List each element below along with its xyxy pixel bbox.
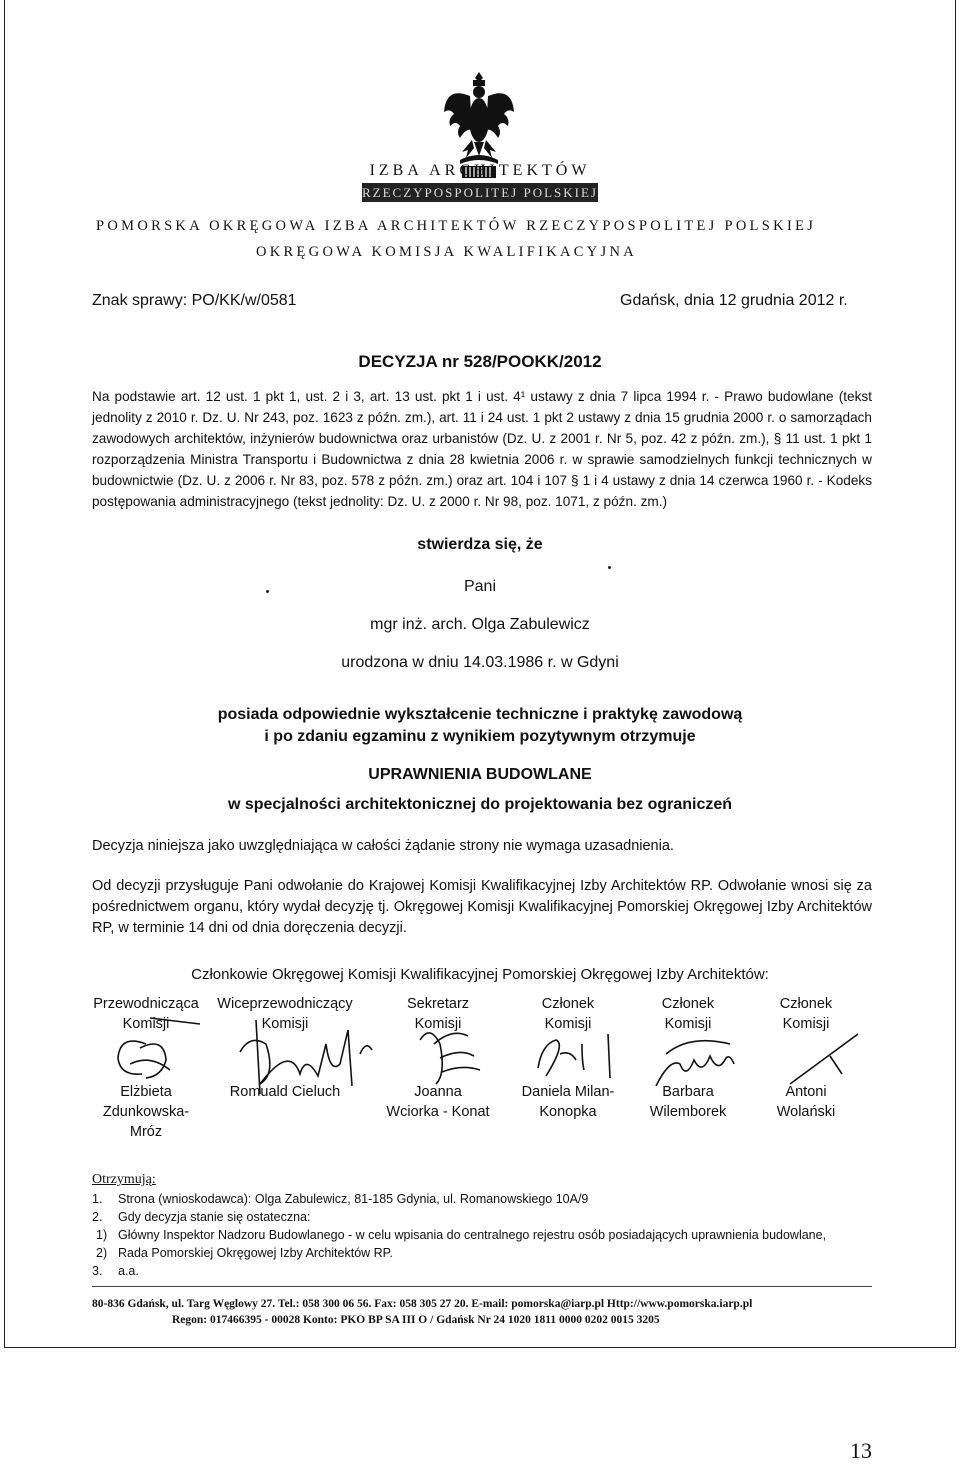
stwierdza-line: stwierdza się, że — [417, 536, 543, 553]
scan-speck — [608, 566, 611, 569]
qualification-line-1: posiada odpowiednie wykształcenie techniczne i praktykę zawodową — [217, 706, 743, 723]
footer-bank: Regon: 017466395 - 00028 Konto: PKO BP SA III O / Gdańsk Nr 24 1020 1811 0000 0202 0015 3205 — [172, 1314, 660, 1326]
member-name: Joanna — [414, 1084, 462, 1100]
member-name: Zdunkowska- — [102, 1104, 190, 1120]
member-name: Wolański — [776, 1104, 836, 1120]
member-name: Daniela Milan- — [521, 1084, 615, 1100]
member-role: Sekretarz — [406, 996, 470, 1012]
member-name: Antoni — [785, 1084, 827, 1100]
member-role: Komisji — [414, 1016, 462, 1032]
member-role: Komisji — [544, 1016, 592, 1032]
specialty-line: w specjalności architektonicznej do projektowania bez ograniczeń — [227, 796, 733, 813]
person-name: mgr inż. arch. Olga Zabulewicz — [370, 616, 590, 633]
case-number: Znak sprawy: PO/KK/w/0581 — [92, 292, 297, 309]
member-role: Komisji — [782, 1016, 830, 1032]
member-role: Komisji — [122, 1016, 170, 1032]
organization-header: POMORSKA OKRĘGOWA IZBA ARCHITEKTÓW RZECZYPOSPOLITEJ POLSKIEJ — [96, 218, 817, 234]
footer-divider — [92, 1286, 872, 1287]
member-role: Członek — [779, 996, 833, 1012]
handwritten-signatures — [90, 1014, 870, 1114]
justification-paragraph: Decyzja niniejsza jako uwzględniająca w całości żądanie strony nie wymaga uzasadnienia. — [92, 838, 674, 854]
member-role: Członek — [541, 996, 595, 1012]
member-name: Elżbieta — [120, 1084, 172, 1100]
uprawnienia-heading: UPRAWNIENIA BUDOWLANE — [368, 766, 592, 783]
member-name: Barbara — [662, 1084, 714, 1100]
recipient-item: 2. Gdy decyzja stanie się ostateczna: — [92, 1210, 311, 1224]
member-name: Wciorka - Konat — [386, 1104, 490, 1120]
legal-basis-paragraph: Na podstawie art. 12 ust. 1 pkt 1, ust. 2 i 3, art. 13 ust. pkt 1 i ust. 4¹ ustawy z dnia 7 lipca 1994 r. - Prawo budowlane (tekst jednolity z 2010 r. Dz. U. Nr 243, poz. 1623 z późn. zm.), art. 11 i 24 ust. 1 pkt 2 ustawy z dnia 15 grudnia 2000 r. o samorządach zawodowych architektów, inżynierów budownictwa oraz urbanistów (Dz. U. z 2001 r. Nr 5, poz. 42 z późn. zm.), § 11 ust. 1 pkt 1 rozporządzenia Ministra Transportu i Budownictwa z dnia 28 kwietnia 2006 r. w sprawie samodzielnych funkcji technicznych w budownictwie (Dz. U. z 2006 r. Nr 83, poz. 578 z późn. zm.) oraz art. 104 i 107 § 1 i 4 ustawy z dnia 14 czerwca 1960 r. - Kodeks postępowania administracyjnego (tekst jednolity: Dz. U. z 2000 r. Nr 98, poz. 1071, z późn. zm.) — [92, 389, 872, 509]
page-number: 13 — [850, 1438, 872, 1463]
member-name: Mróz — [129, 1124, 163, 1140]
recipients-heading: Otrzymują: — [92, 1172, 156, 1187]
recipient-item: 3. a.a. — [92, 1264, 139, 1278]
birth-info: urodzona w dniu 14.03.1986 r. w Gdyni — [341, 654, 619, 671]
recipient-item: 1) Główny Inspektor Nadzoru Budowlanego - w celu wpisania do centralnego rejestru osób posiadających uprawnienia budowlane, — [96, 1228, 827, 1242]
izba-architektow-logo-text: IZBA ARCHITEKTÓW — [369, 162, 591, 179]
document-frame — [4, 0, 956, 1348]
footer-contact: 80-836 Gdańsk, ul. Targ Węglowy 27. Tel.: 058 300 06 56. Fax: 058 305 27 20. E-mail: pomorska@iarp.pl Http://www.pomorska.iarp.pl — [92, 1298, 753, 1310]
member-role: Komisji — [664, 1016, 712, 1032]
member-role: Członek — [661, 996, 715, 1012]
member-name: Romuald Cieluch — [229, 1084, 341, 1100]
member-role: Przewodnicząca — [93, 996, 199, 1012]
decision-title: DECYZJA nr 528/POOKK/2012 — [358, 352, 602, 371]
member-role: Komisji — [261, 1016, 309, 1032]
commission-header: OKRĘGOWA KOMISJA KWALIFIKACYJNA — [256, 244, 638, 260]
appeal-paragraph: Od decyzji przysługuje Pani odwołanie do Krajowej Komisji Kwalifikacyjnej Izby Architektów RP. Odwołanie wnosi się za pośrednictwem organu, który wydał decyzję tj. Okręgowej Komisji Kwalifikacyjnej Pomorskiej Okręgowej Izby Architektów RP, w terminie 14 dni od dnia doręczenia decyzji. — [92, 878, 872, 936]
member-role: Wiceprzewodniczący — [217, 996, 353, 1012]
document-date: Gdańsk, dnia 12 grudnia 2012 r. — [620, 292, 848, 309]
rzeczypospolitej-logo-bar: RZECZYPOSPOLITEJ POLSKIEJ — [362, 185, 598, 200]
member-name: Wilemborek — [649, 1104, 727, 1120]
member-name: Konopka — [539, 1104, 597, 1120]
salutation: Pani — [463, 578, 497, 595]
members-heading: Członkowie Okręgowej Komisji Kwalifikacyjnej Pomorskiej Okręgowej Izby Architektów: — [191, 966, 769, 983]
recipient-item: 2) Rada Pomorskiej Okręgowej Izby Architektów RP. — [96, 1246, 393, 1260]
recipient-item: 1. Strona (wnioskodawca): Olga Zabulewicz, 81-185 Gdynia, ul. Romanowskiego 10A/9 — [92, 1192, 589, 1206]
qualification-line-2: i po zdaniu egzaminu z wynikiem pozytywnym otrzymuje — [264, 728, 696, 745]
